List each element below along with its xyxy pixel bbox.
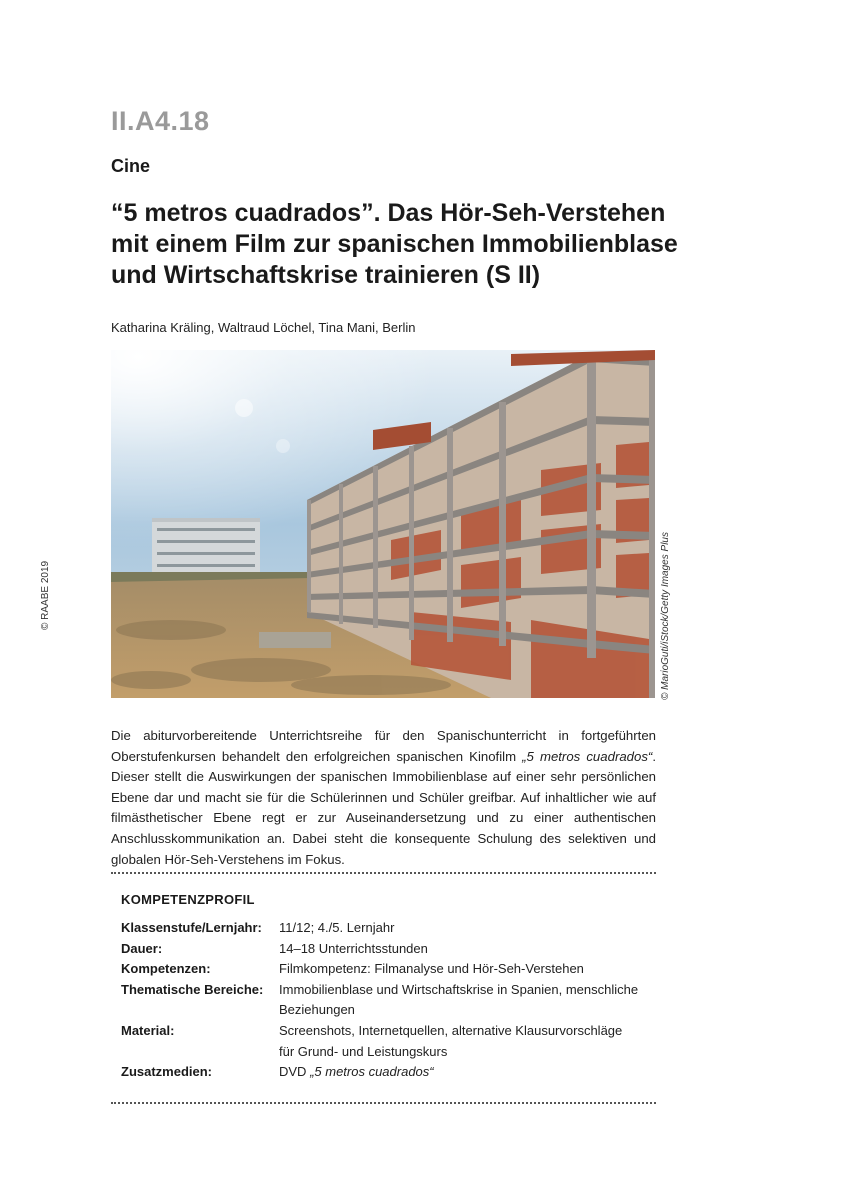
table-row <box>121 1021 641 1062</box>
kompetenzprofil-heading: KOMPETENZPROFIL <box>121 892 255 907</box>
row-value: Filmkompetenz: Filmanalyse und Hör-Seh-Verstehen <box>279 961 584 977</box>
table-row <box>121 1062 641 1083</box>
table-row <box>121 980 641 1021</box>
row-label: Zusatzmedien: <box>121 1064 213 1080</box>
unfinished-building-image <box>111 350 655 698</box>
value-film-title: „5 metros cuadrados“ <box>310 1064 434 1080</box>
row-label: Kompetenzen: <box>121 961 211 977</box>
row-label: Material: <box>121 1022 175 1038</box>
table-row <box>121 918 641 939</box>
row-label: Klassenstufe/Lernjahr: <box>121 920 262 935</box>
intro-paragraph <box>111 726 656 870</box>
row-label: Dauer: <box>121 940 163 956</box>
table-row <box>121 939 641 960</box>
page-title: “5 metros cuadrados”. Das Hör-Seh-Verstehen mit einem Film zur spanischen Immobilienblase und Wirtschaftskrise trainieren (S II) <box>111 199 678 289</box>
authors: Katharina Kräling, Waltraud Löchel, Tina Mani, Berlin <box>111 320 416 335</box>
section-label: Cine <box>111 156 151 176</box>
photo-credit: © MarioGuti/iStock/Getty Images Plus <box>660 532 671 700</box>
divider-bottom <box>111 1102 656 1104</box>
divider-top <box>111 872 656 874</box>
kompetenzprofil-table <box>121 918 641 1083</box>
building-photo <box>111 350 655 698</box>
film-title: „5 metros cuadrados“ <box>522 748 653 764</box>
row-value: 11/12; 4./5. Lernjahr <box>279 920 395 935</box>
row-value: Screenshots, Internetquellen, alternative Klausurvorschläge für Grund- und Leistungskurs <box>279 1022 623 1059</box>
value-prefix: DVD <box>279 1064 311 1080</box>
document-code: II.A4.18 <box>111 106 210 136</box>
row-label: Thematische Bereiche: <box>121 981 264 997</box>
row-value <box>279 1062 641 1083</box>
intro-text-end: . Dieser stellt die Auswirkungen der spanischen Immobilienblase auf einer sehr persönlichen Ebene dar und macht sie für die Schülerinnen und Schüler greifbar. Auf inhaltlicher wie auf filmästhetischer Ebene regt er zur Auseinandersetzung und zu einer authentischen Anschlusskommunikation an. Dabei steht die konsequente Schulung des selektiven und globalen Hör-Seh-Verstehens im Fokus. <box>111 748 656 867</box>
publisher-copyright: © RAABE 2019 <box>40 560 51 630</box>
row-value: 14–18 Unterrichtsstunden <box>279 940 428 956</box>
intro-text-start: Die abiturvorbereitende Unterrichtsreihe für den Spanischunterricht in fortgeführten Oberstufenkursen behandelt den erfolgreichen spanischen Kinofilm <box>111 728 656 764</box>
row-value: Immobilienblase und Wirtschaftskrise in Spanien, menschliche Beziehungen <box>279 981 639 1018</box>
table-row <box>121 959 641 980</box>
